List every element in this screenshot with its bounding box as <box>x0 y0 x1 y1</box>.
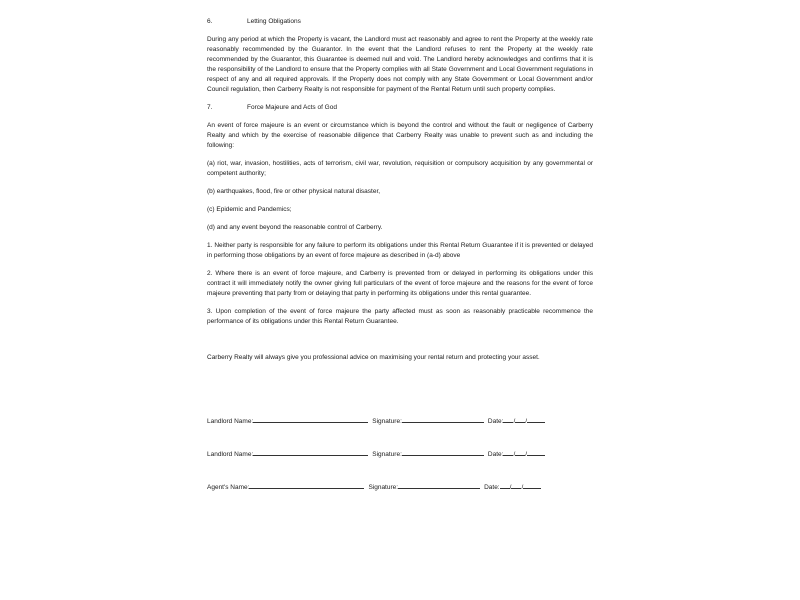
name-label: Agent's Name: <box>207 484 250 491</box>
name-line[interactable] <box>249 481 364 489</box>
list-item: (d) and any event beyond the reasonable control of Carberry. <box>207 224 383 231</box>
date-separator: / <box>509 484 512 491</box>
date-month-line[interactable] <box>511 481 521 489</box>
signature-row <box>207 448 593 458</box>
section-7-title: Force Majeure and Acts of God <box>247 104 337 111</box>
clause: 2. Where there is an event of force majeure, and Carberry is prevented from or delayed in performing its obligations under this contract it will immediately notify the owner giving full particulars of the event of force majeure and the reasons for the event of force majeure preventing that party from or delaying that party in performing its obligations under this rental guarantee. <box>207 270 593 297</box>
date-label: Date: <box>487 418 504 425</box>
date-year-line[interactable] <box>527 448 545 456</box>
signature-line[interactable] <box>402 415 484 423</box>
list-item: (c) Epidemic and Pandemics; <box>207 206 292 213</box>
signature-label: Signature: <box>368 484 399 491</box>
document-content <box>207 17 593 514</box>
date-separator: / <box>525 418 528 425</box>
signature-line[interactable] <box>402 448 484 456</box>
signature-line[interactable] <box>398 481 480 489</box>
signature-block <box>207 415 593 491</box>
list-item: (a) riot, war, invasion, hostilities, acts of terrorism, civil war, revolution, requisition or compulsory acquisition by any governmental or competent authority; <box>207 160 593 177</box>
date-separator: / <box>513 418 516 425</box>
clause: 3. Upon completion of the event of force majeure the party affected must as soon as reasonably practicable recommence the performance of its obligations under this Rental Return Guarantee. <box>207 308 593 325</box>
signature-row <box>207 481 593 491</box>
date-separator: / <box>513 451 516 458</box>
date-day-line[interactable] <box>500 481 510 489</box>
name-line[interactable] <box>253 448 368 456</box>
section-6-body: During any period at which the Property is vacant, the Landlord must act reasonably and agree to rent the Property at the weekly rate reasonably recommended by the Guarantor. In the event that the Landlord refuses to rent the Property at the weekly rate recommended by the Guarantor, this Guarantee is deemed null and void. The Landlord hereby acknowledges and confirms that it is the responsibility of the Landlord to ensure that the Property complies with all State Government and Local Government regulations in respect of any and all required approvals. If the Property does not comply with any State Government or Local Government and/or Council regulation, then Carberry Realty is not responsible for payment of the Rental Return until such property complies. <box>207 36 593 93</box>
date-day-line[interactable] <box>503 415 513 423</box>
name-line[interactable] <box>253 415 368 423</box>
date-year-line[interactable] <box>527 415 545 423</box>
section-6-heading <box>207 17 593 27</box>
section-7-intro: An event of force majeure is an event or circumstance which is beyond the control and without the fault or negligence of Carberry Realty and which by the exercise of reasonable diligence that Carberry Realty was unable to prevent such as and including the following: <box>207 122 593 149</box>
name-label: Landlord Name: <box>207 451 254 458</box>
date-day-line[interactable] <box>503 448 513 456</box>
date-year-line[interactable] <box>523 481 541 489</box>
signature-label: Signature: <box>372 418 402 425</box>
signature-label: Signature: <box>372 451 402 458</box>
list-item: (b) earthquakes, flood, fire or other physical natural disaster, <box>207 188 381 195</box>
section-6-number: 6. <box>207 18 213 25</box>
date-separator: / <box>521 484 524 491</box>
date-label: Date: <box>487 451 504 458</box>
date-label: Date: <box>484 484 500 491</box>
signature-row <box>207 415 593 425</box>
section-6-title: Letting Obligations <box>247 18 301 25</box>
section-7-number: 7. <box>207 104 213 111</box>
closing-statement: Carberry Realty will always give you professional advice on maximising your rental return and protecting your asset. <box>207 354 540 361</box>
clause: 1. Neither party is responsible for any failure to perform its obligations under this Rental Return Guarantee if it is prevented or delayed in performing those obligations by an event of force majeure as described in (a-d) above <box>207 242 593 259</box>
date-separator: / <box>525 451 528 458</box>
name-label: Landlord Name: <box>207 418 254 425</box>
section-7-heading <box>207 103 593 113</box>
date-month-line[interactable] <box>515 415 525 423</box>
date-month-line[interactable] <box>515 448 525 456</box>
